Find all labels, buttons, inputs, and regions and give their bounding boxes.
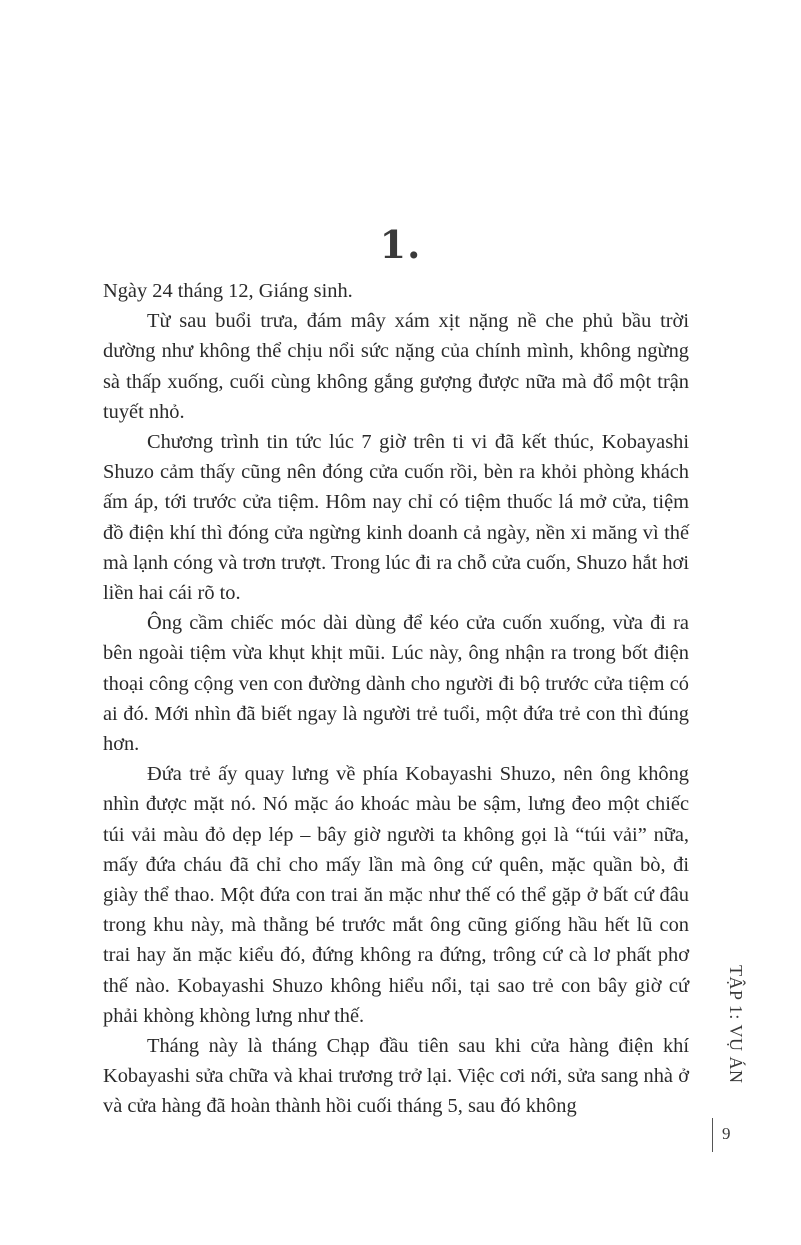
page-number: 9 <box>722 1124 731 1143</box>
running-head: TẬP 1: VỤ ÁN <box>726 965 746 1084</box>
folio-divider <box>712 1118 713 1152</box>
chapter-number: 1. <box>379 222 422 267</box>
paragraph: Ngày 24 tháng 12, Giáng sinh. <box>103 280 353 302</box>
chapter-body <box>103 276 689 1122</box>
paragraph: Từ sau buổi trưa, đám mây xám xịt nặng nề che phủ bầu trời dường như không thể chịu nổi sức nặng của chính mình, không ngừng sà thấp xuống, cuối cùng không gắng gượng được nữa mà đổ một trận tuyết nhỏ. <box>103 310 689 423</box>
paragraph: Chương trình tin tức lúc 7 giờ trên ti vi đã kết thúc, Kobayashi Shuzo cảm thấy cũng nên đóng cửa cuốn rồi, bèn ra khỏi phòng khách ấm áp, tới trước cửa tiệm. Hôm nay chỉ có tiệm thuốc lá mở cửa, tiệm đồ điện khí thì đóng cửa ngừng kinh doanh cả ngày, nền xi măng vì thế mà lạnh cóng và trơn trượt. Trong lúc đi ra chỗ cửa cuốn, Shuzo hắt hơi liền hai cái rõ to. <box>103 431 689 605</box>
paragraph: Tháng này là tháng Chạp đầu tiên sau khi cửa hàng điện khí Kobayashi sửa chữa và khai trương trở lại. Việc cơi nới, sửa sang nhà ở và cửa hàng đã hoàn thành hồi cuối tháng 5, sau đó không <box>103 1035 689 1118</box>
paragraph: Ông cầm chiếc móc dài dùng để kéo cửa cuốn xuống, vừa đi ra bên ngoài tiệm vừa khụt khịt mũi. Lúc này, ông nhận ra trong bốt điện thoại công cộng ven con đường dành cho người đi bộ trước cửa tiệm có ai đó. Mới nhìn đã biết ngay là người trẻ tuổi, một đứa trẻ con thì đúng hơn. <box>103 612 689 756</box>
paragraph: Đứa trẻ ấy quay lưng về phía Kobayashi Shuzo, nên ông không nhìn được mặt nó. Nó mặc áo khoác màu be sậm, lưng đeo một chiếc túi vải màu đỏ dẹp lép – bây giờ người ta không gọi là “túi vải” nữa, mấy đứa cháu đã chỉ cho mấy lần mà ông cứ quên, mặc quần bò, đi giày thể thao. Một đứa con trai ăn mặc như thế có thể gặp ở bất cứ đâu trong khu này, mà thằng bé trước mắt ông cũng giống hầu hết lũ con trai hay ăn mặc kiểu đó, đứng không ra đứng, trông cứ cà lơ phất phơ thế nào. Kobayashi Shuzo không hiểu nổi, tại sao trẻ con bây giờ cứ phải khòng khòng lưng như thế. <box>103 763 689 1027</box>
